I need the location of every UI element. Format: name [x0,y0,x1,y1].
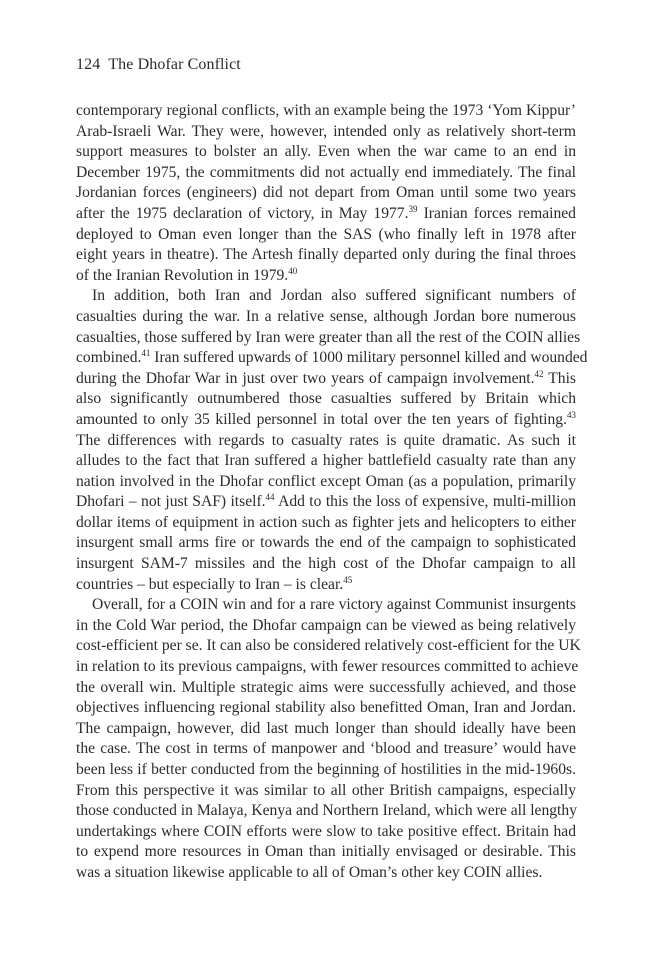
text-line [76,575,576,596]
text-line [76,183,576,204]
text-line [76,492,576,513]
paragraph [76,286,588,595]
text-segment: Iran suffered upwards of 1000 military personnel killed and wounded [150,349,588,367]
text-segment: to expend more resources in Oman than initially envisaged or desirable. This [76,843,576,861]
text-segment: support measures to bolster an ally. Even when the war came to an end in [76,143,576,161]
text-line [76,863,576,884]
text-line [76,245,576,266]
text-segment: alludes to the fact that Iran suffered a higher battlefield casualty rate than any [76,452,576,470]
text-line [76,760,576,781]
text-line [76,472,576,493]
text-segment: December 1975, the commitments did not actually end immediately. The final [76,163,576,181]
text-segment: the case. The cost in terms of manpower and ‘blood and treasure’ would have [76,740,576,758]
text-segment: Add to this the loss of expensive, multi-million [274,493,576,511]
text-line [76,431,576,452]
text-segment: The differences with regards to casualty rates is quite dramatic. As such it [76,431,576,449]
text-line [76,451,576,472]
text-segment: objectives influencing regional stability also benefitted Oman, Iran and Jordan. [76,699,576,717]
text-line [76,842,576,863]
text-segment: casualties, those suffered by Iran were greater than all the rest of the COIN allies [76,328,581,346]
text-segment: amounted to only 35 killed personnel in total over the ten years of fighting. [76,410,567,428]
text-line [76,636,581,657]
text-line [76,595,576,616]
text-segment: in relation to its previous campaigns, with fewer resources committed to achieve [76,658,579,676]
text-segment: of the Iranian Revolution in 1979. [76,266,289,284]
text-line [76,307,576,328]
footnote-marker: 41 [141,347,151,358]
footnote-marker: 44 [265,492,275,503]
body-text [76,101,588,884]
text-line [76,328,581,349]
text-line [76,554,576,575]
text-line [76,781,576,802]
footnote-marker: 40 [288,265,298,276]
text-segment: casualties during the war. In a relative sense, although Jordan bore numerous [76,307,576,325]
paragraph [76,101,576,286]
text-line [76,389,576,410]
text-segment: during the Dhofar War in just over two years of campaign involvement. [76,369,535,387]
text-segment: cost-efficient per se. It can also be considered relatively cost-efficient for the UK [76,637,581,655]
text-line [76,513,576,534]
text-segment: was a situation likewise applicable to all of Oman’s other key COIN allies. [76,863,543,881]
footnote-marker: 45 [343,574,353,585]
text-segment: Iranian forces remained [417,204,576,222]
text-line [76,225,576,246]
text-segment: The campaign, however, did last much longer than should ideally have been [76,719,576,737]
text-segment: Jordanian forces (engineers) did not depart from Oman until some two years [76,184,576,202]
text-segment: undertakings where COIN efforts were slow to take positive effect. Britain had [76,822,576,840]
text-segment: also significantly outnumbered those casualties suffered by Britain which [76,390,576,408]
footnote-marker: 42 [534,368,544,379]
page-number: 124 [76,56,101,73]
text-segment: combined. [76,349,142,367]
text-segment: insurgent small arms fire or towards the end of the campaign to sophisticated [76,534,576,552]
text-line [76,801,576,822]
footnote-marker: 39 [408,203,418,214]
text-segment: This [543,369,576,387]
text-line [76,678,576,699]
text-line [76,533,576,554]
text-segment: dollar items of equipment in action such as fighter jets and helicopters to either [76,513,576,531]
text-line [76,286,576,307]
running-head-title: The Dhofar Conflict [108,56,241,73]
text-line [76,822,576,843]
text-segment: been less if better conducted from the beginning of hostilities in the mid-1960s. [76,761,576,778]
text-segment: Overall, for a COIN win and for a rare victory against Communist insurgents [92,596,576,614]
text-line [76,616,576,637]
text-line [76,347,588,369]
running-head [76,56,241,74]
text-line [76,719,576,740]
text-segment: those conducted in Malaya, Kenya and Northern Ireland, which were all lengthy [76,802,577,820]
text-line [76,739,576,760]
text-line [76,122,576,143]
text-segment: Dhofari – not just SAF) itself. [76,493,266,511]
text-line [76,142,576,163]
text-segment: after the 1975 declaration of victory, in May 1977. [76,204,409,222]
text-segment: the overall win. Multiple strategic aims were successfully achieved, and those [76,678,576,696]
text-line [76,266,576,287]
text-segment: In addition, both Iran and Jordan also suffered significant numbers of [92,287,576,305]
text-line [76,204,576,225]
text-segment: eight years in theatre). The Artesh finally departed only during the final throes [76,246,576,264]
text-segment: contemporary regional conflicts, with an example being the 1973 ‘Yom Kippur’ [76,102,576,119]
text-segment: countries – but especially to Iran – is clear. [76,575,344,593]
text-segment: From this perspective it was similar to all other British campaigns, especially [76,781,576,799]
text-line [76,163,576,184]
footnote-marker: 43 [567,409,576,420]
text-line [76,101,576,122]
text-line [76,698,576,719]
text-segment: nation involved in the Dhofar conflict except Oman (as a population, primarily [76,472,576,490]
text-segment: deployed to Oman even longer than the SAS (who finally left in 1978 after [76,225,576,243]
text-segment: insurgent SAM-7 missiles and the high cost of the Dhofar campaign to all [76,555,576,573]
text-segment: in the Cold War period, the Dhofar campaign can be viewed as being relatively [76,616,576,634]
text-line [76,369,576,390]
text-line [76,657,579,678]
text-segment: Arab-Israeli War. They were, however, intended only as relatively short-term [76,122,576,140]
text-line [76,410,576,431]
paragraph [76,595,581,883]
